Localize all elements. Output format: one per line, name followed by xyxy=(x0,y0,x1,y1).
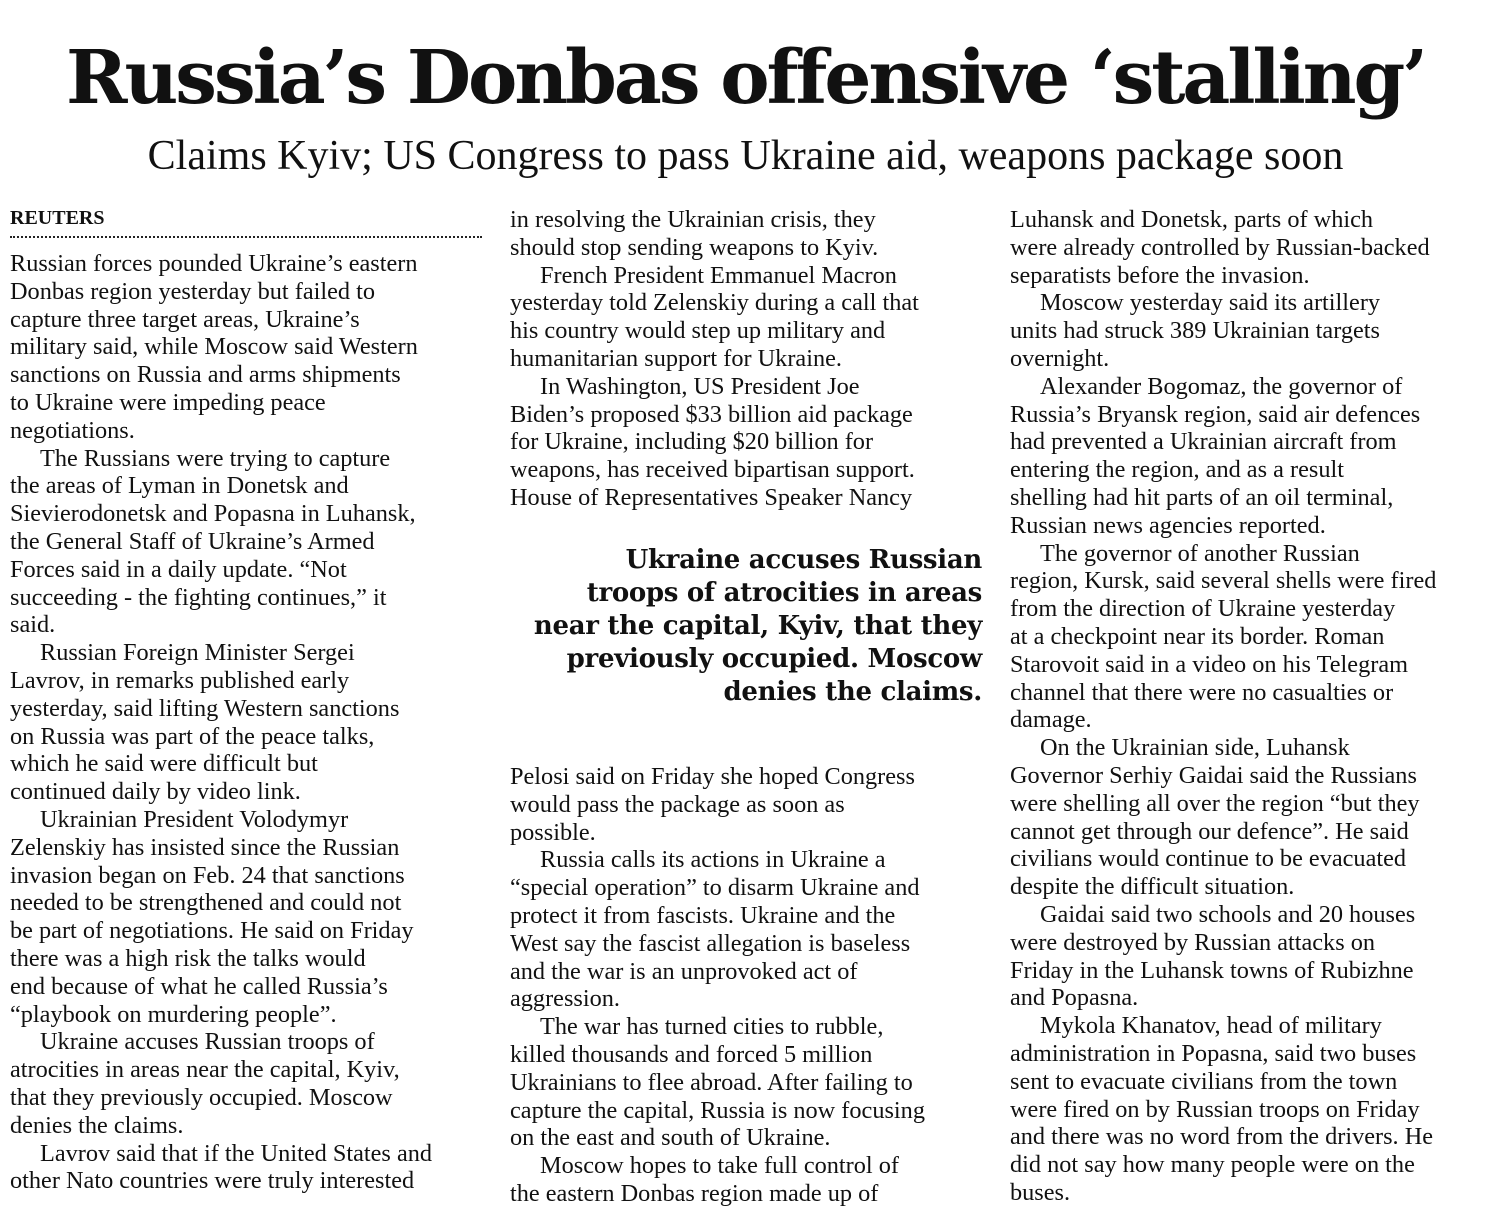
text-line: Pelosi said on Friday she hoped Congress xyxy=(510,763,915,790)
text-line: Sievierodonetsk and Popasna in Luhansk, xyxy=(10,500,416,528)
article-column-3 xyxy=(1010,206,1485,1207)
text-line: should stop sending weapons to Kyiv. xyxy=(510,233,879,261)
text-line: the General Staff of Ukraine’s Armed xyxy=(10,527,375,555)
text-line: Luhansk and Donetsk, parts of which xyxy=(1010,206,1374,233)
text-line: administration in Popasna, said two buses xyxy=(1010,1039,1417,1067)
text-line: were destroyed by Russian attacks on xyxy=(1010,928,1376,956)
text-line: weapons, has received bipartisan support. xyxy=(510,456,915,484)
text-line: were already controlled by Russian-backed xyxy=(1010,233,1430,261)
text-line: killed thousands and forced 5 million xyxy=(510,1040,873,1068)
pull-quote-line: troops of atrocities in areas xyxy=(586,578,982,608)
pull-quote-line: Ukraine accuses Russian xyxy=(625,545,982,575)
text-line: on the east and south of Ukraine. xyxy=(510,1124,831,1152)
text-line: Zelenskiy has insisted since the Russian xyxy=(10,833,400,861)
text-line: Ukrainians to flee abroad. After failing to xyxy=(510,1068,913,1096)
text-line: on Russia was part of the peace talks, xyxy=(10,722,375,750)
text-line: succeeding - the fighting continues,” it xyxy=(10,583,387,611)
text-line: military said, while Moscow said Western xyxy=(10,333,418,361)
text-line: Mykola Khanatov, head of military xyxy=(1040,1012,1382,1040)
text-line: had prevented a Ukrainian aircraft from xyxy=(1010,428,1397,456)
text-line: buses. xyxy=(1010,1178,1071,1206)
text-line: Starovoit said in a video on his Telegram xyxy=(1010,650,1409,678)
text-line: damage. xyxy=(1010,706,1092,734)
text-line: continued daily by video link. xyxy=(10,778,301,806)
column-1-text xyxy=(10,250,490,1195)
text-line: and there was no word from the drivers. He xyxy=(1010,1123,1434,1151)
text-line: “playbook on murdering people”. xyxy=(10,1000,337,1028)
article-column-1 xyxy=(10,206,490,1195)
column-3-text xyxy=(1010,206,1485,1207)
text-line: region, Kursk, said several shells were fired xyxy=(1010,567,1437,595)
text-line: separatists before the invasion. xyxy=(1010,261,1310,289)
text-line: the eastern Donbas region made up of xyxy=(510,1179,879,1207)
text-line: Moscow yesterday said its artillery xyxy=(1040,289,1381,317)
text-line: Forces said in a daily update. “Not xyxy=(10,555,347,583)
text-line: Biden’s proposed $33 billion aid package xyxy=(510,400,913,428)
text-line: entering the region, and as a result xyxy=(1010,456,1344,484)
text-line: West say the fascist allegation is baseless xyxy=(510,929,911,957)
text-line: “special operation” to disarm Ukraine and xyxy=(510,874,920,902)
text-line: channel that there were no casualties or xyxy=(1010,678,1394,706)
text-line: cannot get through our defence”. He said xyxy=(1010,817,1409,845)
byline: REUTERS xyxy=(10,206,482,238)
text-line: Russia’s Bryansk region, said air defences xyxy=(1010,400,1421,428)
text-line: The war has turned cities to rubble, xyxy=(540,1013,884,1041)
text-line: The governor of another Russian xyxy=(1040,539,1360,567)
text-line: Governor Serhiy Gaidai said the Russians xyxy=(1010,761,1417,789)
text-line: The Russians were trying to capture xyxy=(40,444,391,472)
text-line: the areas of Lyman in Donetsk and xyxy=(10,472,349,500)
text-line: French President Emmanuel Macron xyxy=(540,261,897,289)
text-line: did not say how many people were on the xyxy=(1010,1151,1415,1179)
text-line: needed to be strengthened and could not xyxy=(10,889,402,917)
text-line: and the war is an unprovoked act of xyxy=(510,957,858,985)
pull-quote-line: denies the claims. xyxy=(723,677,982,707)
text-line: at a checkpoint near its border. Roman xyxy=(1010,622,1385,650)
text-line: Gaidai said two schools and 20 houses xyxy=(1040,900,1416,928)
text-line: were fired on by Russian troops on Friday xyxy=(1010,1095,1420,1123)
pull-quote-line: previously occupied. Moscow xyxy=(566,644,982,674)
text-line: yesterday, said lifting Western sanctions xyxy=(10,694,400,722)
text-line: protect it from fascists. Ukraine and the xyxy=(510,901,896,929)
text-line: despite the difficult situation. xyxy=(1010,873,1295,901)
text-line: and Popasna. xyxy=(1010,984,1139,1012)
text-line: Russian Foreign Minister Sergei xyxy=(40,639,355,667)
text-line: for Ukraine, including $20 billion for xyxy=(510,428,874,456)
text-line: possible. xyxy=(510,818,596,846)
text-line: sanctions on Russia and arms shipments xyxy=(10,361,401,389)
pull-quote-line: near the capital, Kyiv, that they xyxy=(533,611,982,641)
text-line: which he said were difficult but xyxy=(10,750,318,778)
text-line: civilians would continue to be evacuated xyxy=(1010,845,1407,873)
text-line: end because of what he called Russia’s xyxy=(10,972,388,1000)
text-line: invasion began on Feb. 24 that sanctions xyxy=(10,861,405,889)
text-line: Lavrov, in remarks published early xyxy=(10,666,350,694)
text-line: overnight. xyxy=(1010,344,1110,372)
text-line: House of Representatives Speaker Nancy xyxy=(510,483,913,511)
text-line: his country would step up military and xyxy=(510,317,886,345)
text-line: Lavrov said that if the United States and xyxy=(40,1139,433,1167)
text-line: units had struck 389 Ukrainian targets xyxy=(1010,317,1381,345)
subheadline: Claims Kyiv; US Congress to pass Ukraine aid, weapons package soon xyxy=(147,133,1344,179)
column-2-top-text xyxy=(510,206,990,512)
text-line: yesterday told Zelenskiy during a call that xyxy=(510,289,919,317)
text-line: to Ukraine were impeding peace xyxy=(10,388,326,416)
text-line: atrocities in areas near the capital, Kyiv, xyxy=(10,1056,400,1084)
text-line: capture three target areas, Ukraine’s xyxy=(10,305,360,333)
text-line: said. xyxy=(10,611,56,639)
text-line: Moscow hopes to take full control of xyxy=(540,1152,899,1180)
text-line: other Nato countries were truly interested xyxy=(10,1167,415,1195)
text-line: Russia calls its actions in Ukraine a xyxy=(540,846,886,874)
column-2-bottom-text xyxy=(510,763,990,1208)
text-line: Ukraine accuses Russian troops of xyxy=(40,1028,375,1056)
text-line: Ukrainian President Volodymyr xyxy=(40,805,349,833)
text-line: from the direction of Ukraine yesterday xyxy=(1010,595,1396,623)
text-line: capture the capital, Russia is now focusing xyxy=(510,1096,925,1124)
text-line: humanitarian support for Ukraine. xyxy=(510,344,842,372)
text-line: would pass the package as soon as xyxy=(510,790,845,818)
text-line: Russian forces pounded Ukraine’s eastern xyxy=(10,250,418,277)
text-line: Donbas region yesterday but failed to xyxy=(10,277,376,305)
text-line: aggression. xyxy=(510,985,620,1013)
article-column-2-top xyxy=(510,206,990,512)
text-line: there was a high risk the talks would xyxy=(10,944,366,972)
text-line: On the Ukrainian side, Luhansk xyxy=(1040,734,1350,762)
pull-quote xyxy=(505,544,982,709)
text-line: sent to evacuate civilians from the town xyxy=(1010,1067,1398,1095)
text-line: be part of negotiations. He said on Friday xyxy=(10,917,414,945)
text-line: denies the claims. xyxy=(10,1111,184,1139)
text-line: shelling had hit parts of an oil terminal, xyxy=(1010,483,1394,511)
text-line: in resolving the Ukrainian crisis, they xyxy=(510,206,876,233)
text-line: Alexander Bogomaz, the governor of xyxy=(1040,372,1403,400)
article-column-2-bottom xyxy=(510,763,990,1208)
headline: Russia’s Donbas offensive ‘stalling’ xyxy=(65,35,1426,121)
text-line: were shelling all over the region “but they xyxy=(1010,789,1420,817)
text-line: In Washington, US President Joe xyxy=(540,372,860,400)
text-line: negotiations. xyxy=(10,416,135,444)
text-line: that they previously occupied. Moscow xyxy=(10,1083,393,1111)
text-line: Russian news agencies reported. xyxy=(1010,511,1326,539)
text-line: Friday in the Luhansk towns of Rubizhne xyxy=(1010,956,1414,984)
